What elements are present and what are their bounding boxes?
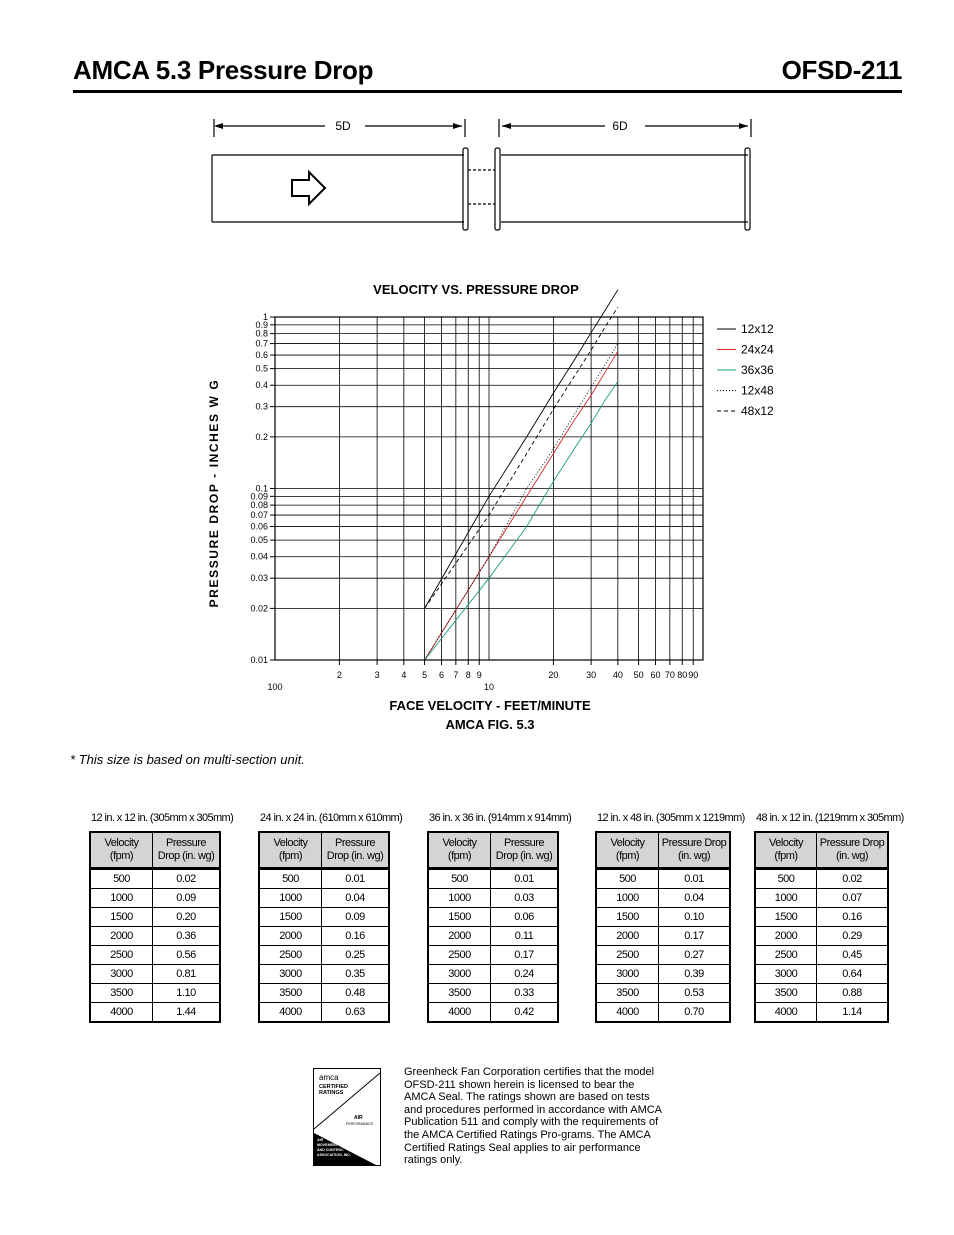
table-row [755,908,888,927]
y-tick-label: 0.8 [255,328,268,339]
series-line-36x36 [425,382,618,660]
table-row [259,908,389,927]
table-row [596,1003,730,1023]
velocity-cell: 1500 [596,908,659,927]
table-row [259,889,389,908]
x-tick-label: 6 [439,670,445,680]
y-tick-label: 0.02 [250,603,268,614]
pressure-cell: 0.03 [491,889,559,908]
velocity-cell: 1000 [90,889,153,908]
upstream-length-label: 5D [335,119,351,133]
table-row [90,1003,220,1023]
table-caption: 24 in. x 24 in. (610mm x 610mm) [260,812,403,824]
pressure-drop-chart [200,270,800,740]
velocity-cell: 2000 [90,927,153,946]
pressure-cell: 0.70 [659,1003,731,1023]
column-header-velocity: Velocity (fpm) [755,832,817,869]
downstream-length-label: 6D [612,119,628,133]
seal-assoc-line: AIR [317,1138,324,1142]
table-row [755,1003,888,1023]
table-row [428,946,558,965]
velocity-cell: 2000 [755,927,817,946]
pressure-cell: 0.33 [491,984,559,1003]
x-tick-label: 70 [664,670,675,680]
pressure-cell: 0.04 [322,889,390,908]
velocity-cell: 500 [755,869,817,889]
pressure-cell: 0.16 [322,927,390,946]
y-tick-label: 1 [262,312,268,322]
pressure-cell: 1.44 [153,1003,221,1023]
velocity-cell: 2000 [259,927,322,946]
pressure-cell: 0.64 [817,965,889,984]
table-row [428,1003,558,1023]
legend-label: 12x48 [741,383,774,398]
table-caption: 12 in. x 48 in. (305mm x 1219mm) [597,812,745,824]
velocity-cell: 3500 [428,984,491,1003]
table-row [90,927,220,946]
pressure-cell: 0.24 [491,965,559,984]
pressure-cell: 0.36 [153,927,221,946]
table-row [259,1003,389,1023]
column-header-pressure: Pressure Drop (in. wg) [491,832,559,869]
pressure-cell: 0.53 [659,984,731,1003]
pressure-cell: 0.06 [491,908,559,927]
seal-assoc-line: AND CONTROL [317,1148,344,1152]
y-tick-label: 0.08 [250,500,268,511]
velocity-cell: 500 [428,869,491,889]
velocity-cell: 1500 [90,908,153,927]
seal-assoc-line: MOVEMENT [317,1143,338,1147]
pressure-cell: 0.01 [322,869,390,889]
amca-seal-logo [313,1068,381,1166]
legend-label: 48x12 [741,404,774,418]
pressure-cell: 0.56 [153,946,221,965]
pressure-cell: 1.14 [817,1003,889,1023]
y-tick-label: 0.1 [255,483,268,494]
velocity-cell: 500 [90,869,153,889]
pressure-cell: 0.17 [659,927,731,946]
legend [717,322,774,418]
pressure-cell: 0.10 [659,908,731,927]
pressure-cell: 0.88 [817,984,889,1003]
x-tick-label: 9 [476,670,482,680]
table-row [259,927,389,946]
y-tick-label: 0.2 [255,431,268,442]
table-row [428,927,558,946]
table-48x12 [754,812,904,1023]
table-row [596,984,730,1003]
table-row [428,984,558,1003]
velocity-cell: 2000 [596,927,659,946]
pressure-cell: 0.01 [491,869,559,889]
table-12x48 [595,812,745,1023]
x-tick-label: 4 [401,670,407,680]
velocity-cell: 4000 [755,1003,817,1023]
y-tick-label: 0.03 [250,573,268,584]
page-title: AMCA 5.3 Pressure Drop [73,55,374,85]
table-row [259,965,389,984]
chart-title: VELOCITY VS. PRESSURE DROP [373,282,579,297]
table-24x24 [258,812,402,1023]
seal-performance: PERFORMANCE [346,1122,374,1126]
pressure-cell: 0.09 [153,889,221,908]
pressure-cell: 0.42 [491,1003,559,1023]
y-tick-label: 0.5 [255,363,268,374]
x-tick-labels [267,660,698,692]
seal-assoc-line: ASSOCIATION, INC. [317,1153,351,1157]
y-tick-label: 0.05 [250,535,268,546]
table-row [90,869,220,889]
velocity-cell: 2500 [755,946,817,965]
x-tick-label: 8 [465,670,471,680]
column-header-pressure: Pressure Drop (in. wg) [817,832,889,869]
velocity-cell: 3000 [428,965,491,984]
pressure-cell: 0.29 [817,927,889,946]
y-tick-label: 0.07 [250,510,268,521]
velocity-cell: 1000 [596,889,659,908]
x-tick-label: 7 [453,670,459,680]
seal-line1: CERTIFIED [319,1084,349,1090]
table-row [90,965,220,984]
table-row [755,927,888,946]
figure-caption: AMCA FIG. 5.3 [445,717,535,732]
table-row [259,946,389,965]
table-row [596,946,730,965]
table-row [259,984,389,1003]
seal-brand: amca [319,1073,339,1082]
table-row [596,889,730,908]
velocity-cell: 2500 [596,946,659,965]
pressure-cell: 0.09 [322,908,390,927]
series-lines [425,290,618,660]
velocity-cell: 1500 [755,908,817,927]
y-tick-label: 0.9 [255,319,268,330]
table-12x12 [89,812,233,1023]
header-rule [73,90,902,93]
seal-air: AIR [354,1115,363,1121]
table-caption: 12 in. x 12 in. (305mm x 305mm) [91,812,234,824]
velocity-cell: 4000 [259,1003,322,1023]
table-row [428,889,558,908]
velocity-cell: 1000 [259,889,322,908]
x-tick-label: 50 [633,670,644,680]
velocity-cell: 2500 [90,946,153,965]
velocity-cell: 1000 [428,889,491,908]
y-tick-label: 0.7 [255,338,268,349]
pressure-cell: 1.10 [153,984,221,1003]
table-row [428,869,558,889]
table-row [428,965,558,984]
pressure-cell: 0.16 [817,908,889,927]
column-header-velocity: Velocity (fpm) [428,832,491,869]
y-tick-label: 0.4 [255,380,268,391]
pressure-cell: 0.11 [491,927,559,946]
table-row [259,869,389,889]
table-36x36 [427,812,571,1023]
table-row [90,908,220,927]
table-row [755,889,888,908]
velocity-cell: 3000 [755,965,817,984]
model-number: OFSD-211 [781,55,902,85]
y-tick-label: 0.04 [250,551,268,562]
pressure-cell: 0.01 [659,869,731,889]
x-tick-label: 30 [586,670,597,680]
velocity-cell: 1000 [755,889,817,908]
x-decade-label: 10 [483,682,495,692]
x-tick-label: 5 [422,670,428,680]
table-caption: 48 in. x 12 in. (1219mm x 305mm) [756,812,904,824]
series-line-48x12 [425,307,618,608]
column-header-velocity: Velocity (fpm) [259,832,322,869]
x-tick-label: 3 [374,670,380,680]
pressure-cell: 0.02 [153,869,221,889]
velocity-cell: 500 [596,869,659,889]
pressure-cell: 0.07 [817,889,889,908]
pressure-cell: 0.27 [659,946,731,965]
velocity-cell: 3500 [259,984,322,1003]
pressure-cell: 0.04 [659,889,731,908]
y-tick-labels [250,312,275,665]
column-header-pressure: Pressure Drop (in. wg) [659,832,731,869]
pressure-cell: 0.25 [322,946,390,965]
y-axis-label: PRESSURE DROP - INCHES W G [207,378,221,608]
table-row [90,984,220,1003]
velocity-cell: 3500 [90,984,153,1003]
x-decade-label: 100 [267,682,283,692]
velocity-cell: 1500 [259,908,322,927]
series-line-12x12 [425,290,618,609]
table-row [90,889,220,908]
velocity-cell: 500 [259,869,322,889]
legend-label: 36x36 [741,363,774,377]
column-header-velocity: Velocity (fpm) [596,832,659,869]
column-header-pressure: Pressure Drop (in. wg) [153,832,221,869]
pressure-cell: 0.45 [817,946,889,965]
y-tick-label: 0.6 [255,350,268,361]
velocity-cell: 4000 [428,1003,491,1023]
certification-text: Greenheck Fan Corporation certifies that the model OFSD-211 shown herein is licensed to bear the AMCA Seal. The ratings shown are based on tests and procedures performed in accordance with AMCA Publication 511 and comply with the requirements of the AMCA Certified Ratings Pro-grams. The AMCA Certified Ratings Seal applies to air performance ratings only. [404,1066,662,1167]
test-setup-diagram [205,112,765,237]
velocity-cell: 3000 [90,965,153,984]
y-tick-label: 0.01 [250,655,268,665]
y-tick-label: 0.09 [250,491,268,502]
column-header-pressure: Pressure Drop (in. wg) [322,832,390,869]
x-tick-label: 60 [650,670,661,680]
y-tick-label: 0.3 [255,401,268,412]
velocity-cell: 3500 [755,984,817,1003]
x-tick-label: 20 [548,670,559,680]
table-row [596,927,730,946]
pressure-cell: 0.63 [322,1003,390,1023]
velocity-cell: 2500 [428,946,491,965]
legend-label: 24x24 [741,342,774,357]
table-row [755,869,888,889]
seal-line2: RATINGS [319,1090,344,1096]
chart-grid [275,317,703,660]
velocity-cell: 1500 [428,908,491,927]
x-axis-label: FACE VELOCITY - FEET/MINUTE [389,698,591,713]
velocity-cell: 2500 [259,946,322,965]
pressure-cell: 0.48 [322,984,390,1003]
series-line-12x48 [425,344,618,660]
table-row [90,946,220,965]
footnote: * This size is based on multi-section unit. [70,752,305,767]
pressure-cell: 0.81 [153,965,221,984]
table-row [428,908,558,927]
pressure-cell: 0.20 [153,908,221,927]
pressure-cell: 0.17 [491,946,559,965]
table-row [755,946,888,965]
velocity-cell: 3000 [259,965,322,984]
velocity-cell: 3000 [596,965,659,984]
velocity-cell: 4000 [90,1003,153,1023]
pressure-cell: 0.02 [817,869,889,889]
x-tick-label: 90 [688,670,699,680]
table-row [755,965,888,984]
x-tick-label: 2 [336,670,342,680]
table-row [596,869,730,889]
table-row [755,984,888,1003]
table-row [596,965,730,984]
x-tick-label: 40 [612,670,623,680]
x-tick-label: 80 [677,670,688,680]
pressure-cell: 0.39 [659,965,731,984]
velocity-cell: 3500 [596,984,659,1003]
table-caption: 36 in. x 36 in. (914mm x 914mm) [429,812,572,824]
column-header-velocity: Velocity (fpm) [90,832,153,869]
pressure-cell: 0.35 [322,965,390,984]
y-tick-label: 0.06 [250,521,268,532]
legend-label: 12x12 [741,322,774,336]
velocity-cell: 2000 [428,927,491,946]
velocity-cell: 4000 [596,1003,659,1023]
table-row [596,908,730,927]
